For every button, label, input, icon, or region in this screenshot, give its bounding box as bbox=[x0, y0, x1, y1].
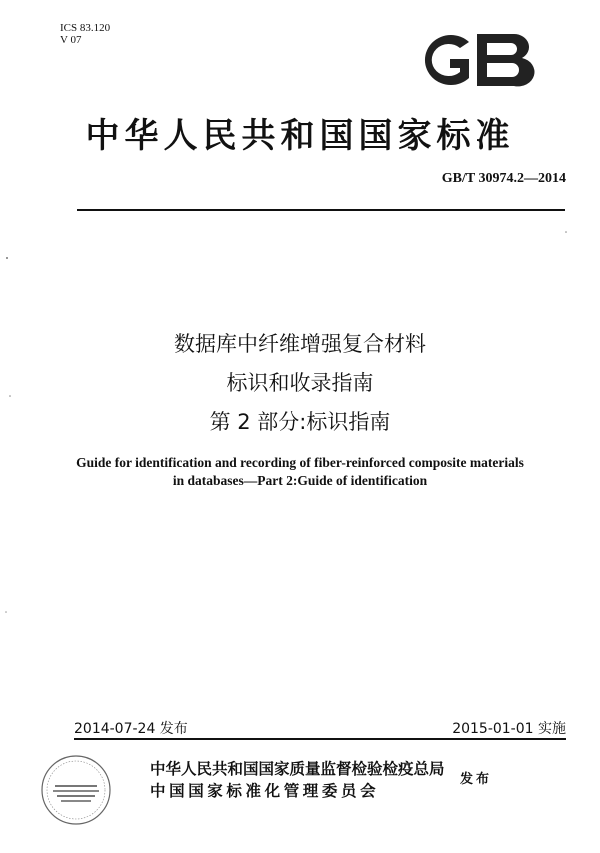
issuer-aqsiq: 中华人民共和国国家质量监督检验检疫总局 bbox=[150, 759, 445, 778]
publish-label: 发布 bbox=[460, 772, 493, 787]
circular-stamp bbox=[38, 752, 114, 828]
footer-divider bbox=[74, 738, 566, 740]
chinese-title-line-2: 标识和收录指南 bbox=[226, 371, 374, 395]
national-standard-title: 中华人民共和国国家标准 bbox=[85, 116, 515, 156]
gb-logo bbox=[414, 28, 538, 92]
issue-date: 2014-07-24 发布 bbox=[74, 721, 188, 737]
classification-codes bbox=[60, 22, 110, 46]
chinese-title-line-1: 数据库中纤维增强复合材料 bbox=[174, 332, 426, 356]
ccs-code: V 07 bbox=[60, 34, 82, 46]
issuer-sac: 中国国家标准化管理委员会 bbox=[150, 781, 380, 800]
english-title bbox=[0, 454, 600, 490]
ics-code: ICS 83.120 bbox=[60, 22, 111, 34]
english-title-line-2: in databases—Part 2:Guide of identification bbox=[172, 473, 428, 488]
english-title-line-1: Guide for identification and recording of fiber-reinforced composite materials bbox=[76, 455, 524, 470]
implementation-date: 2015-01-01 实施 bbox=[452, 721, 566, 737]
standard-number: GB/T 30974.2—2014 bbox=[441, 171, 566, 186]
header-divider bbox=[77, 209, 565, 211]
chinese-title-line-3: 第 2 部分:标识指南 bbox=[209, 410, 391, 434]
